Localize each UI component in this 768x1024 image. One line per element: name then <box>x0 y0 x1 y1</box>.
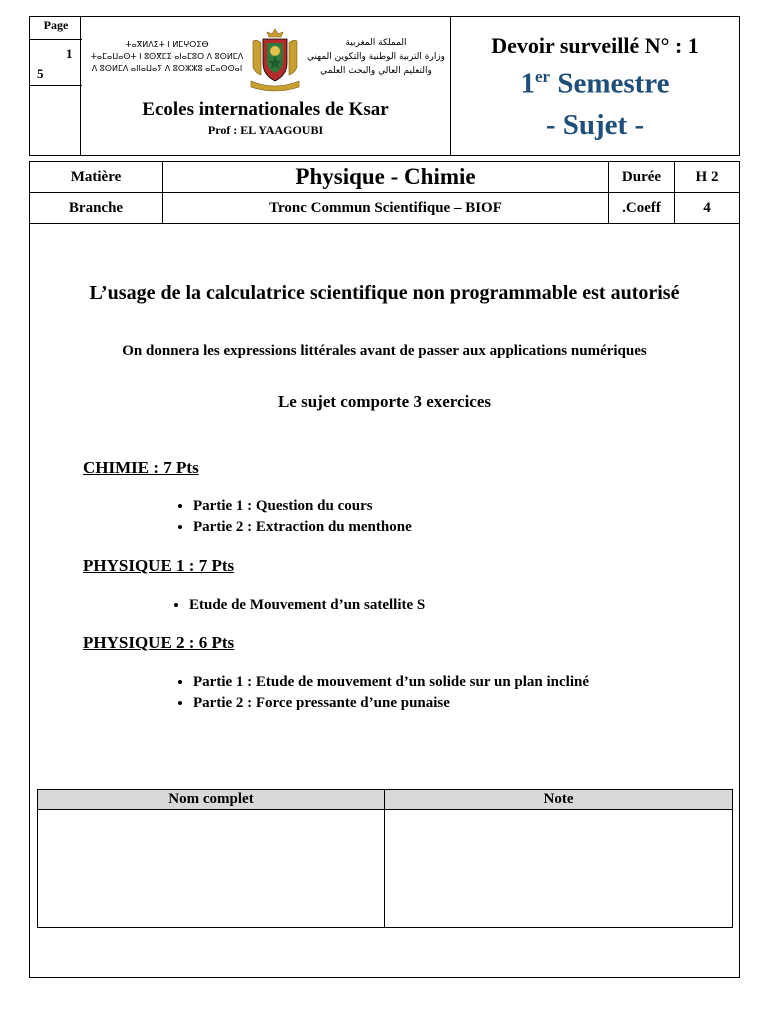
header <box>29 16 740 156</box>
semester-title: 1er Semestre <box>520 67 670 100</box>
section-physique2-title: PHYSIQUE 2 : 6 Pts <box>83 633 235 652</box>
section-chimie-list <box>165 496 412 538</box>
exercise-count: Le sujet comporte 3 exercices <box>277 392 492 411</box>
note-field[interactable] <box>385 810 732 927</box>
list-item: • Etude de Mouvement d’un satellite S <box>189 595 425 616</box>
page-box <box>29 16 81 156</box>
branche-value: Tronc Commun Scientifique – BIOF <box>163 193 609 224</box>
branche-label: Branche <box>30 193 163 224</box>
sujet-title: - Sujet - <box>545 109 645 141</box>
note-header: Note <box>385 790 732 810</box>
page-label: Page <box>43 18 69 32</box>
section-physique2-list <box>165 672 589 714</box>
devoir-title: Devoir surveillé N° : 1 <box>491 33 699 58</box>
duree-value: H 2 <box>675 162 739 193</box>
name-grade-table <box>37 789 733 928</box>
school-name: Ecoles internationales de Ksar <box>142 99 389 120</box>
duree-label: Durée <box>609 162 675 193</box>
matiere-value: Physique - Chimie <box>163 162 609 193</box>
page-current: 1 <box>66 46 73 61</box>
page-total: 5 <box>37 66 44 81</box>
expressions-notice: On donnera les expressions littérales avant de passer aux applications numériques <box>122 343 647 359</box>
section-physique1-title: PHYSIQUE 1 : 7 Pts <box>83 556 235 575</box>
coat-of-arms-icon <box>247 27 303 93</box>
institution-box <box>80 16 451 156</box>
coeff-value: 4 <box>675 193 739 224</box>
exam-title-box <box>450 16 740 156</box>
arabic-ministry-name: المملكة المغربية وزارة التربية الوطنية والتكوين المهني والتعليم العالي والبحث العلمي <box>306 38 446 76</box>
list-item: • Partie 2 : Force pressante d’une punaise <box>193 693 589 714</box>
calculator-notice: L’usage de la calculatrice scientifique non programmable est autorisé <box>89 282 680 304</box>
list-item: • Partie 1 : Question du cours <box>193 496 412 517</box>
section-physique1-list <box>161 595 425 616</box>
matiere-label: Matière <box>30 162 163 193</box>
nom-complet-field[interactable] <box>38 810 385 927</box>
section-chimie-title: CHIMIE : 7 Pts <box>83 458 199 477</box>
main-frame <box>29 161 740 978</box>
prof-name: Prof : EL YAAGOUBI <box>207 123 324 137</box>
info-table <box>30 162 739 224</box>
list-item: • Partie 1 : Etude de mouvement d’un solide sur un plan incliné <box>193 672 589 693</box>
list-item: • Partie 2 : Extraction du menthone <box>193 517 412 538</box>
coeff-label: .Coeff <box>609 193 675 224</box>
nom-complet-header: Nom complet <box>38 790 385 810</box>
tifinagh-ministry-name: ⵜⴰⴳⵍⴷⵉⵜ ⵏ ⵍⵎⵖⵔⵉⴱ ⵜⴰⵎⴰⵡⴰⵙⵜ ⵏ ⵓⵙⴳⵎⵉ ⴰⵏⴰⵎⵓⵔ ⴷ ⵓⵙⵍⵎⴷ ⴷ ⵓⵙⵍⵎⴷ ⴰⵏⵏⴰⵡⴰⵢ ⴷ ⵓⵔⵣⵣⵓ ⴰⵎⴰⵙⵙⴰⵏ <box>90 40 244 73</box>
